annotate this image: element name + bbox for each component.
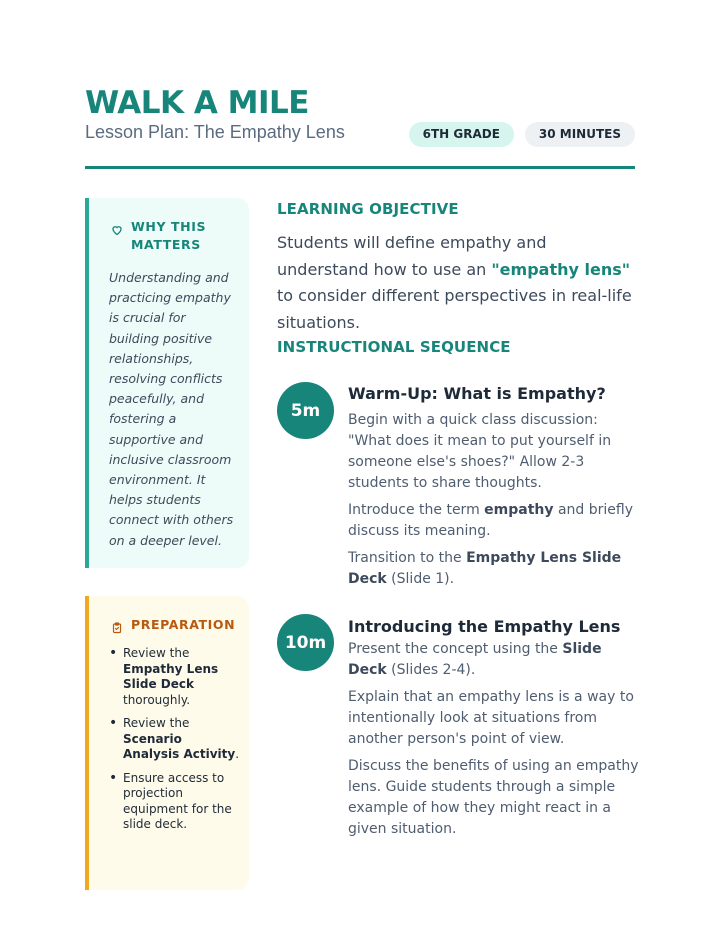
step-content bbox=[348, 617, 640, 840]
objective-heading: LEARNING OBJECTIVE bbox=[277, 200, 459, 218]
why-card-text: Understanding and practicing empathy is crucial for building positive relationships, resolving conflicts peacefully, and fostering a supportive and inclusive classroom environment. It helps students connect with others on a deeper level. bbox=[109, 270, 234, 548]
step-title: Warm-Up: What is Empathy? bbox=[348, 384, 606, 403]
step-paragraph: Begin with a quick class discussion: "What does it mean to put yourself in someone else's shoes?" Allow 2-3 students to share thoughts. bbox=[348, 412, 612, 491]
page-title: WALK A MILE bbox=[85, 85, 309, 121]
page-header bbox=[85, 86, 635, 143]
why-card-heading: WHY THIS MATTERS bbox=[131, 219, 207, 252]
list-item: • Review the Scenario Analysis Activity. bbox=[109, 716, 241, 763]
step-paragraph: Transition to the Empathy Lens Slide Deck (Slide 1). bbox=[348, 550, 622, 587]
badge-group bbox=[409, 122, 635, 147]
preparation-card bbox=[85, 596, 249, 890]
time-bubble: 5m bbox=[277, 382, 334, 439]
objective-text: Students will define empathy and understand how to use an "empathy lens" to consider different perspectives in real-life situations. bbox=[277, 233, 632, 332]
prep-card-heading: PREPARATION bbox=[131, 617, 236, 632]
duration-badge: 30 MINUTES bbox=[525, 122, 635, 147]
list-item: • Ensure access to projection equipment for the slide deck. bbox=[109, 771, 241, 833]
step-paragraph: Present the concept using the Slide Deck (Slides 2-4). bbox=[348, 641, 602, 678]
step-paragraph: Discuss the benefits of using an empathy lens. Guide students through a simple example of how they might react in a given situation. bbox=[348, 758, 639, 837]
empathy-lens-highlight: "empathy lens" bbox=[491, 259, 631, 279]
heart-icon bbox=[111, 221, 123, 233]
prep-list bbox=[89, 634, 249, 833]
page-subtitle: Lesson Plan: The Empathy Lens bbox=[85, 122, 345, 142]
sequence-heading: INSTRUCTIONAL SEQUENCE bbox=[277, 338, 511, 356]
why-this-matters-card bbox=[85, 198, 249, 568]
step-content bbox=[348, 384, 640, 590]
clipboard-icon bbox=[111, 619, 123, 631]
step-paragraph: Introduce the term empathy and briefly discuss its meaning. bbox=[348, 502, 633, 539]
list-item: • Review the Empathy Lens Slide Deck thoroughly. bbox=[109, 646, 241, 708]
time-bubble: 10m bbox=[277, 614, 334, 671]
step-paragraph: Explain that an empathy lens is a way to intentionally look at situations from another person's point of view. bbox=[348, 689, 634, 747]
learning-objective-section bbox=[277, 200, 637, 336]
grade-badge: 6TH GRADE bbox=[409, 122, 514, 147]
why-card-header bbox=[89, 198, 249, 254]
prep-card-header bbox=[89, 596, 249, 634]
header-divider bbox=[85, 166, 635, 169]
step-title: Introducing the Empathy Lens bbox=[348, 617, 621, 636]
